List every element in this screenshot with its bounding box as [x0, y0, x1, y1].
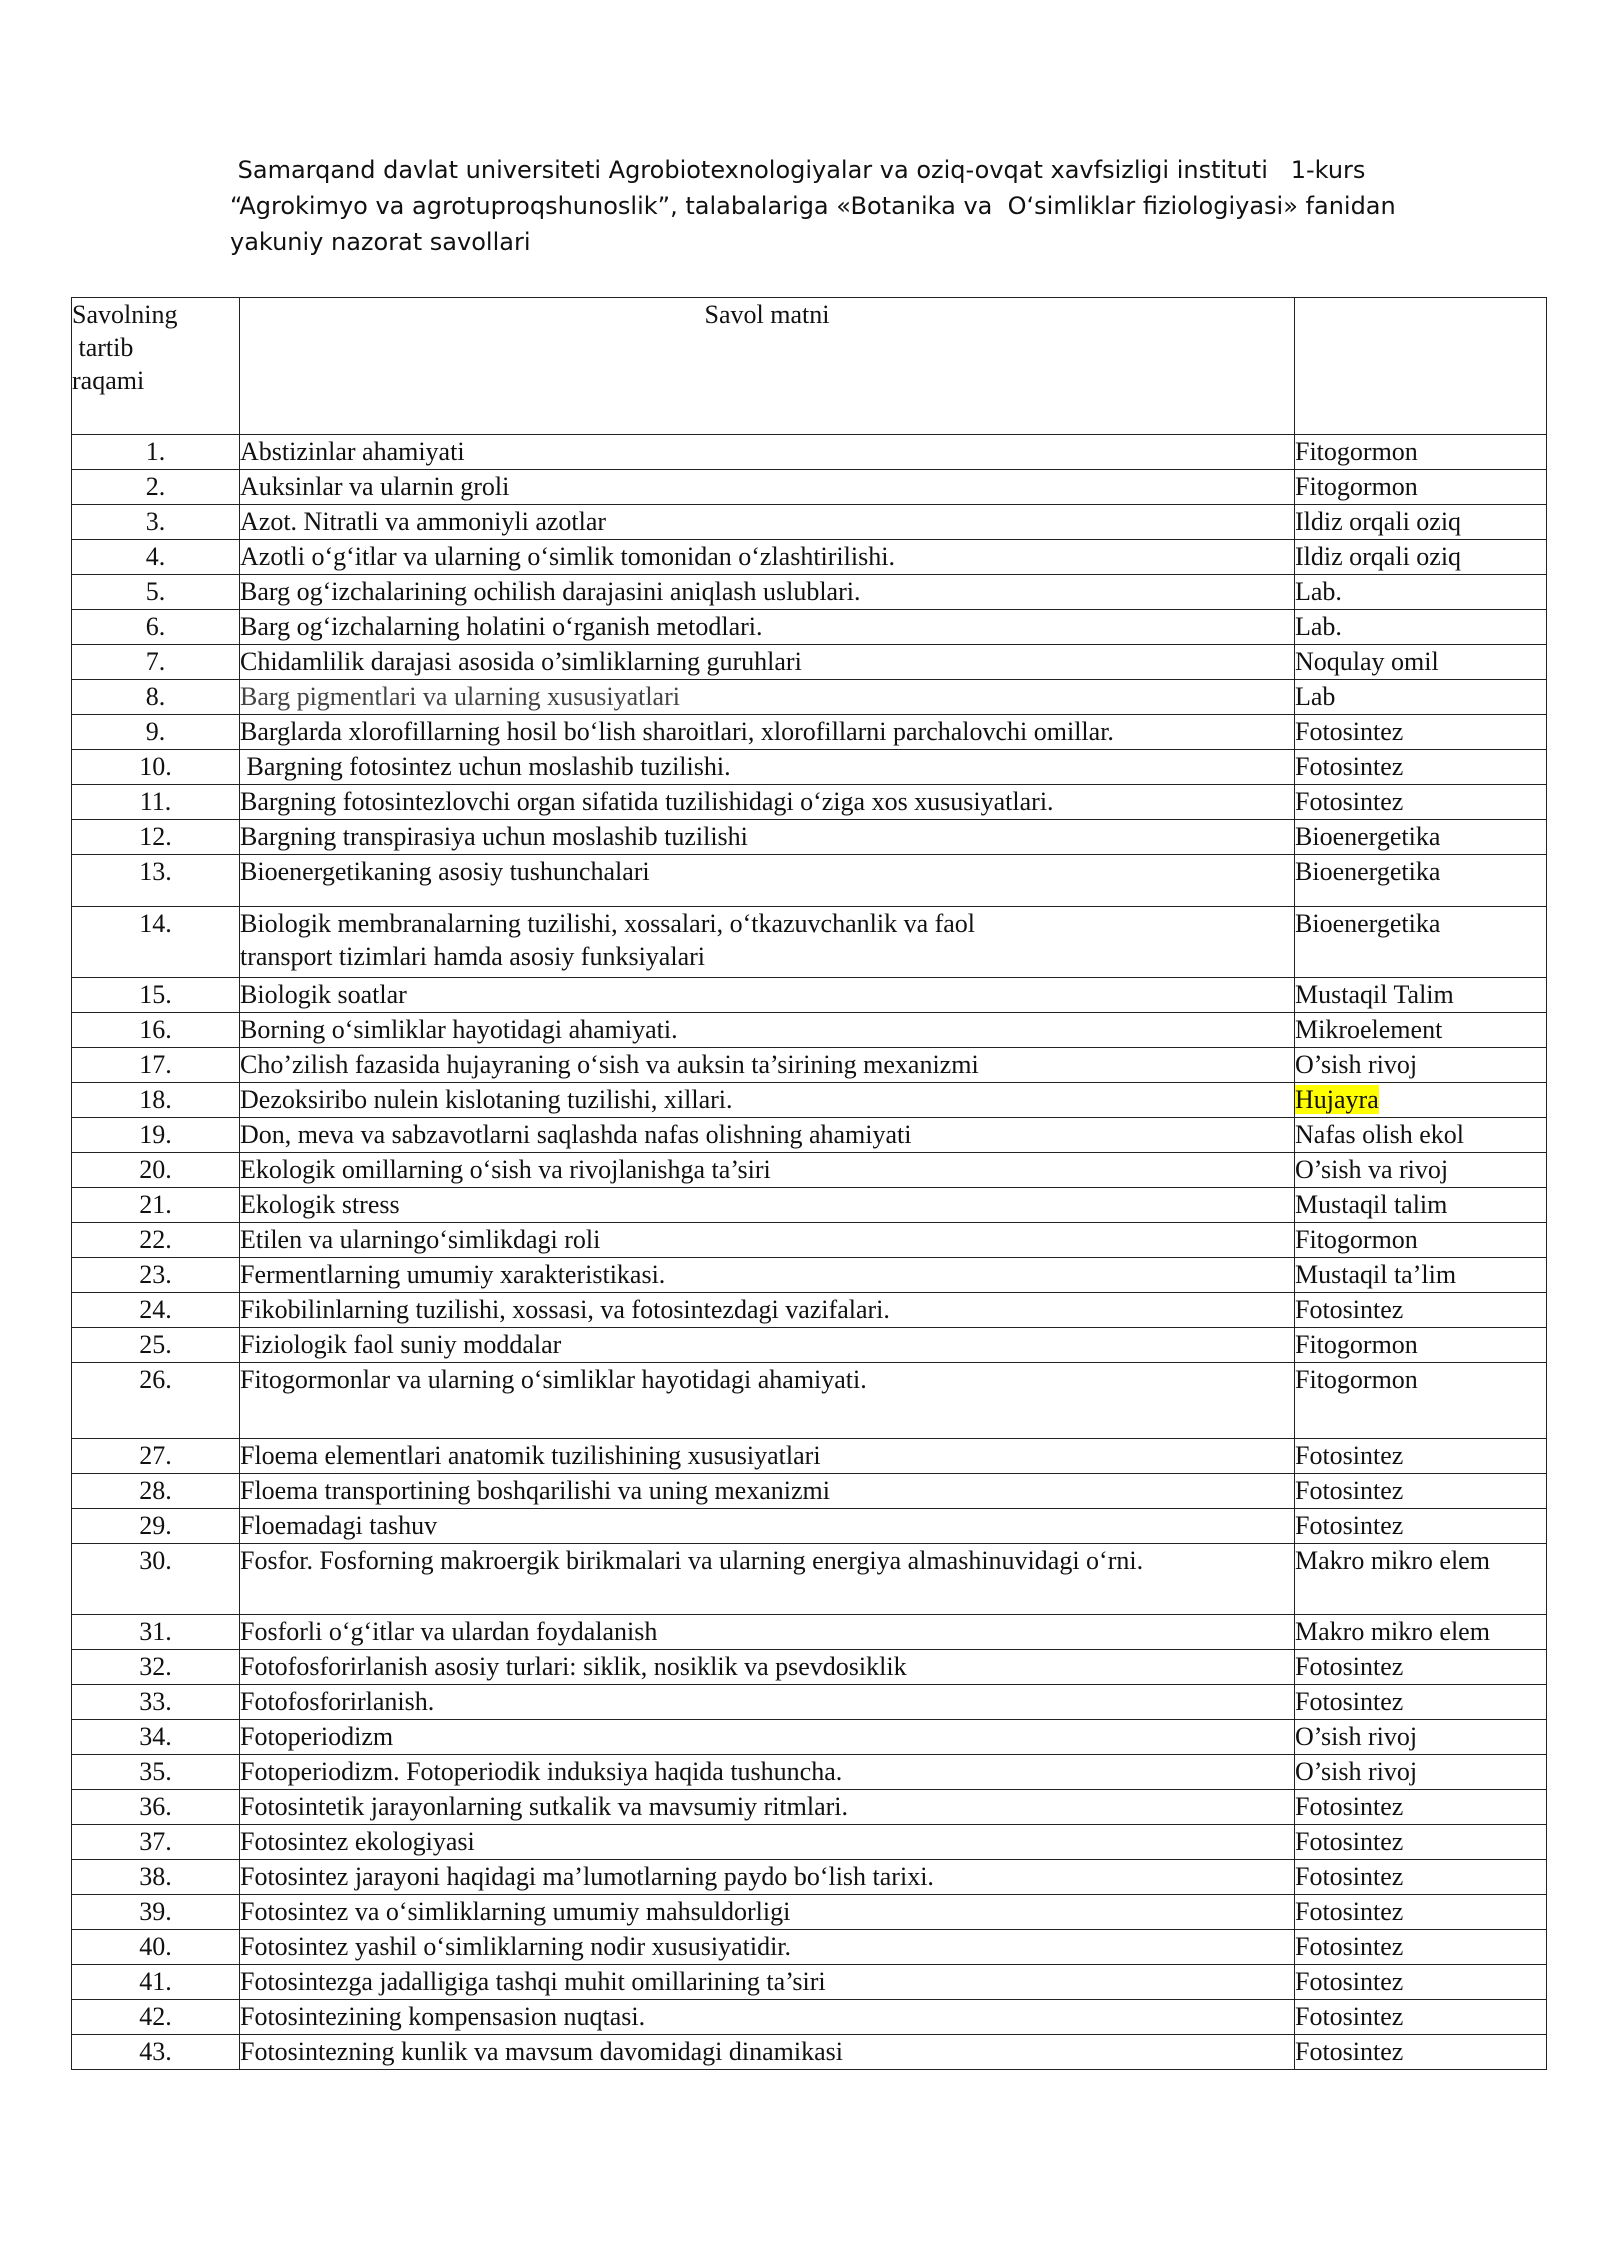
row-question-text: Fotofosforirlanish asosiy turlari: siklik, nosiklik va psevdosiklik	[240, 1650, 1295, 1685]
row-number: 30.	[72, 1544, 240, 1615]
row-number: 1.	[72, 435, 240, 470]
table-row	[72, 1790, 1547, 1825]
row-question-text: Fikobilinlarning tuzilishi, xossasi, va fotosintezdagi vazifalari.	[240, 1293, 1295, 1328]
table-row	[72, 1650, 1547, 1685]
row-question-text: Biologik soatlar	[240, 978, 1295, 1013]
table-row	[72, 1083, 1547, 1118]
row-number: 7.	[72, 645, 240, 680]
row-question-text: Bioenergetikaning asosiy tushunchalari	[240, 855, 1295, 907]
row-category: Fitogormon	[1295, 1328, 1547, 1363]
row-number: 40.	[72, 1930, 240, 1965]
row-number: 31.	[72, 1615, 240, 1650]
row-question-text: Fosfor. Fosforning makroergik birikmalari va ularning energiya almashinuvidagi o‘rni.	[240, 1544, 1295, 1615]
row-number: 13.	[72, 855, 240, 907]
row-category: Makro mikro elem	[1295, 1615, 1547, 1650]
table-row	[72, 2000, 1547, 2035]
table-row	[72, 645, 1547, 680]
row-question-text: Fotosintezining kompensasion nuqtasi.	[240, 2000, 1295, 2035]
header-line-2: “Agrokimyo va agrotuproqshunoslik”, talabalariga «Botanika va O‘simliklar fiziologiyasi» fanidan	[230, 192, 1396, 220]
row-category: Mustaqil talim	[1295, 1188, 1547, 1223]
row-number: 35.	[72, 1755, 240, 1790]
table-row	[72, 715, 1547, 750]
row-number: 2.	[72, 470, 240, 505]
row-category: Fotosintez	[1295, 2035, 1547, 2070]
table-row	[72, 1258, 1547, 1293]
table-row	[72, 610, 1547, 645]
row-number: 6.	[72, 610, 240, 645]
row-question-text: Chidamlilik darajasi asosida o’simliklarning guruhlari	[240, 645, 1295, 680]
row-number: 15.	[72, 978, 240, 1013]
row-category: O’sish rivoj	[1295, 1048, 1547, 1083]
row-question-text: Bargning transpirasiya uchun moslashib tuzilishi	[240, 820, 1295, 855]
row-number: 17.	[72, 1048, 240, 1083]
row-category: Fotosintez	[1295, 715, 1547, 750]
row-question-text: Azot. Nitratli va ammoniyli azotlar	[240, 505, 1295, 540]
row-question-text: Bargning fotosintez uchun moslashib tuzilishi.	[240, 750, 1295, 785]
table-row	[72, 1363, 1547, 1439]
table-row	[72, 505, 1547, 540]
document-header	[230, 152, 1430, 260]
row-number: 14.	[72, 907, 240, 978]
row-category: Fotosintez	[1295, 1509, 1547, 1544]
row-number: 10.	[72, 750, 240, 785]
row-number: 8.	[72, 680, 240, 715]
table-row	[72, 1439, 1547, 1474]
table-row	[72, 2035, 1547, 2070]
row-category: Fotosintez	[1295, 1790, 1547, 1825]
row-number: 16.	[72, 1013, 240, 1048]
row-category: Noqulay omil	[1295, 645, 1547, 680]
table-row	[72, 1965, 1547, 2000]
row-question-text: Abstizinlar ahamiyati	[240, 435, 1295, 470]
row-question-text: Borning o‘simliklar hayotidagi ahamiyati.	[240, 1013, 1295, 1048]
table-row	[72, 1615, 1547, 1650]
row-question-text: Fotosintez ekologiyasi	[240, 1825, 1295, 1860]
row-category: Nafas olish ekol	[1295, 1118, 1547, 1153]
table-row	[72, 907, 1547, 978]
row-category	[1295, 1083, 1547, 1118]
row-number: 37.	[72, 1825, 240, 1860]
row-category: Ildiz orqali oziq	[1295, 540, 1547, 575]
row-number: 19.	[72, 1118, 240, 1153]
table-row	[72, 1685, 1547, 1720]
row-category: Fotosintez	[1295, 1930, 1547, 1965]
row-number: 22.	[72, 1223, 240, 1258]
row-number: 25.	[72, 1328, 240, 1363]
table-row	[72, 1118, 1547, 1153]
row-question-text: Fotosintez va o‘simliklarning umumiy mahsuldorligi	[240, 1895, 1295, 1930]
table-row	[72, 1223, 1547, 1258]
table-row	[72, 1930, 1547, 1965]
header-order-line: tartib	[72, 333, 134, 362]
row-number: 9.	[72, 715, 240, 750]
row-category: Fotosintez	[1295, 785, 1547, 820]
row-number: 28.	[72, 1474, 240, 1509]
header-line-1: Samarqand davlat universiteti Agrobiotexnologiyalar va oziq-ovqat xavfsizligi instituti 1-kurs	[230, 156, 1366, 184]
row-question-text: Azotli o‘g‘itlar va ularning o‘simlik tomonidan o‘zlashtirilishi.	[240, 540, 1295, 575]
row-category: Fitogormon	[1295, 1363, 1547, 1439]
row-category: Makro mikro elem	[1295, 1544, 1547, 1615]
row-number: 39.	[72, 1895, 240, 1930]
table-row	[72, 1720, 1547, 1755]
row-number: 41.	[72, 1965, 240, 2000]
table-row	[72, 820, 1547, 855]
row-question-text: Don, meva va sabzavotlarni saqlashda nafas olishning ahamiyati	[240, 1118, 1295, 1153]
row-question-text: Fotosintezga jadalligiga tashqi muhit omillarining ta’siri	[240, 1965, 1295, 2000]
header-line-3: yakuniy nazorat savollari	[230, 228, 531, 256]
row-number: 3.	[72, 505, 240, 540]
row-number: 38.	[72, 1860, 240, 1895]
table-row	[72, 1188, 1547, 1223]
row-number: 4.	[72, 540, 240, 575]
row-question-text: Ekologik stress	[240, 1188, 1295, 1223]
row-number: 5.	[72, 575, 240, 610]
row-number: 32.	[72, 1650, 240, 1685]
row-number: 29.	[72, 1509, 240, 1544]
table-row	[72, 1474, 1547, 1509]
row-category: Bioenergetika	[1295, 820, 1547, 855]
row-category: Mikroelement	[1295, 1013, 1547, 1048]
row-question-text: Fotosintezning kunlik va mavsum davomidagi dinamikasi	[240, 2035, 1295, 2070]
row-question-text: Fotosintez yashil o‘simliklarning nodir xususiyatidir.	[240, 1930, 1295, 1965]
row-question-text: Fotosintetik jarayonlarning sutkalik va mavsumiy ritmlari.	[240, 1790, 1295, 1825]
row-category: O’sish rivoj	[1295, 1720, 1547, 1755]
table-row	[72, 540, 1547, 575]
row-question-text: Etilen va ularningo‘simlikdagi roli	[240, 1223, 1295, 1258]
row-number: 23.	[72, 1258, 240, 1293]
header-order-number	[72, 298, 240, 435]
table-row	[72, 855, 1547, 907]
row-question-text: Fiziologik faol suniy moddalar	[240, 1328, 1295, 1363]
row-question-text: Barg og‘izchalarining ochilish darajasini aniqlash uslublari.	[240, 575, 1295, 610]
table-row	[72, 1895, 1547, 1930]
row-question-text: Fosforli o‘g‘itlar va ulardan foydalanish	[240, 1615, 1295, 1650]
row-number: 43.	[72, 2035, 240, 2070]
row-category: Fotosintez	[1295, 1293, 1547, 1328]
row-number: 42.	[72, 2000, 240, 2035]
row-category: Mustaqil Talim	[1295, 978, 1547, 1013]
row-question-text: Ekologik omillarning o‘sish va rivojlanishga ta’siri	[240, 1153, 1295, 1188]
row-question-text: Dezoksiribo nulein kislotaning tuzilishi, xillari.	[240, 1083, 1295, 1118]
row-question-text: Fitogormonlar va ularning o‘simliklar hayotidagi ahamiyati.	[240, 1363, 1295, 1439]
table-row	[72, 470, 1547, 505]
header-order-line: raqami	[72, 366, 145, 395]
row-category: Bioenergetika	[1295, 907, 1547, 978]
row-question-text: Fotoperiodizm. Fotoperiodik induksiya haqida tushuncha.	[240, 1755, 1295, 1790]
row-category: Fotosintez	[1295, 1685, 1547, 1720]
table-row	[72, 1153, 1547, 1188]
row-question-text: Fotofosforirlanish.	[240, 1685, 1295, 1720]
row-question-text: Cho’zilish fazasida hujayraning o‘sish va auksin ta’sirining mexanizmi	[240, 1048, 1295, 1083]
row-question-text: Fermentlarning umumiy xarakteristikasi.	[240, 1258, 1295, 1293]
table-row	[72, 1048, 1547, 1083]
table-header-row	[72, 298, 1547, 435]
table-row	[72, 1825, 1547, 1860]
header-question-text: Savol matni	[240, 298, 1295, 435]
row-question-text: Fotosintez jarayoni haqidagi ma’lumotlarning paydo bo‘lish tarixi.	[240, 1860, 1295, 1895]
table-row	[72, 435, 1547, 470]
row-question-text: Bargning fotosintezlovchi organ sifatida tuzilishidagi o‘ziga xos xususiyatlari.	[240, 785, 1295, 820]
row-category: Lab.	[1295, 610, 1547, 645]
row-number: 36.	[72, 1790, 240, 1825]
row-question-text: Biologik membranalarning tuzilishi, xossalari, o‘tkazuvchanlik va faol transport tizimlari hamda asosiy funksiyalari	[240, 907, 1295, 978]
row-question-text: Barglarda xlorofillarning hosil bo‘lish sharoitlari, xlorofillarni parchalovchi omillar.	[240, 715, 1295, 750]
row-number: 24.	[72, 1293, 240, 1328]
table-row	[72, 1509, 1547, 1544]
row-category: Fotosintez	[1295, 1895, 1547, 1930]
row-category: Fotosintez	[1295, 1825, 1547, 1860]
row-category: Fitogormon	[1295, 470, 1547, 505]
highlighted-category: Hujayra	[1295, 1085, 1379, 1114]
table-row	[72, 575, 1547, 610]
row-number: 21.	[72, 1188, 240, 1223]
row-question-text: Floema elementlari anatomik tuzilishining xususiyatlari	[240, 1439, 1295, 1474]
header-order-line: Savolning	[72, 300, 178, 329]
row-number: 12.	[72, 820, 240, 855]
row-question-text: Barg og‘izchalarning holatini o‘rganish metodlari.	[240, 610, 1295, 645]
row-category: Fotosintez	[1295, 750, 1547, 785]
row-category: Bioenergetika	[1295, 855, 1547, 907]
row-number: 11.	[72, 785, 240, 820]
table-row	[72, 750, 1547, 785]
table-row	[72, 1544, 1547, 1615]
row-number: 34.	[72, 1720, 240, 1755]
row-category: Fotosintez	[1295, 1965, 1547, 2000]
table-row	[72, 1013, 1547, 1048]
table-row	[72, 1293, 1547, 1328]
row-category: Ildiz orqali oziq	[1295, 505, 1547, 540]
header-category	[1295, 298, 1547, 435]
table-row	[72, 785, 1547, 820]
row-category: Fitogormon	[1295, 1223, 1547, 1258]
table-row	[72, 1328, 1547, 1363]
row-category: Mustaqil ta’lim	[1295, 1258, 1547, 1293]
row-category: Fotosintez	[1295, 1860, 1547, 1895]
row-number: 27.	[72, 1439, 240, 1474]
row-category: Fitogormon	[1295, 435, 1547, 470]
row-category: Fotosintez	[1295, 1439, 1547, 1474]
row-question-text: Fotoperiodizm	[240, 1720, 1295, 1755]
table-row	[72, 680, 1547, 715]
questions-table	[71, 297, 1547, 2070]
row-category: Lab	[1295, 680, 1547, 715]
row-number: 33.	[72, 1685, 240, 1720]
row-category: O’sish rivoj	[1295, 1755, 1547, 1790]
row-category: Fotosintez	[1295, 2000, 1547, 2035]
row-category: Lab.	[1295, 575, 1547, 610]
row-number: 18.	[72, 1083, 240, 1118]
row-category: Fotosintez	[1295, 1474, 1547, 1509]
table-row	[72, 1860, 1547, 1895]
row-question-text: Floema transportining boshqarilishi va uning mexanizmi	[240, 1474, 1295, 1509]
row-question-text: Auksinlar va ularnin groli	[240, 470, 1295, 505]
row-question-text: Barg pigmentlari va ularning xususiyatlari	[240, 680, 1295, 715]
row-number: 20.	[72, 1153, 240, 1188]
row-number: 26.	[72, 1363, 240, 1439]
row-category: Fotosintez	[1295, 1650, 1547, 1685]
table-row	[72, 1755, 1547, 1790]
row-question-text: Floemadagi tashuv	[240, 1509, 1295, 1544]
table-row	[72, 978, 1547, 1013]
row-category: O’sish va rivoj	[1295, 1153, 1547, 1188]
